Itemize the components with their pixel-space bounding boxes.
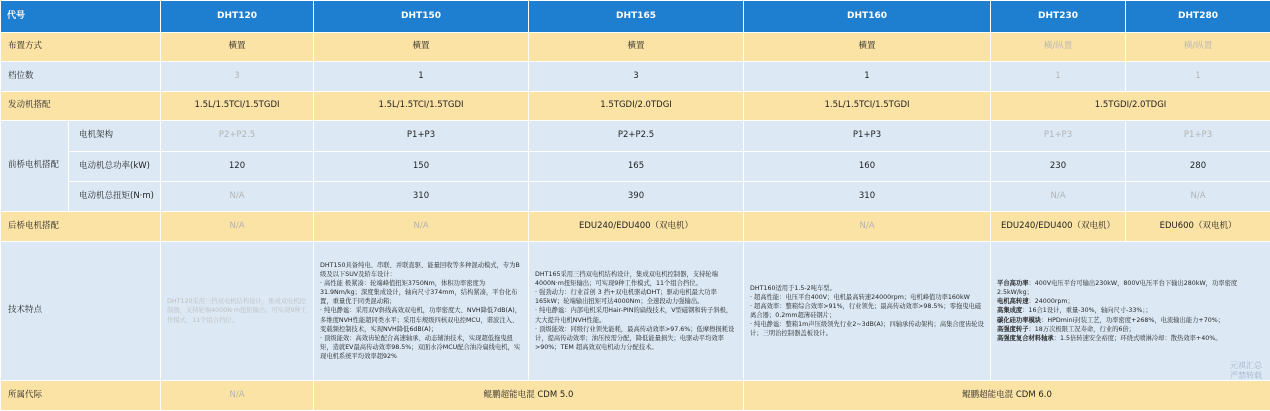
watermark: 元祺汇总 严禁转载: [1230, 361, 1262, 380]
cell-value: EDU240/EDU400（双电机）: [529, 212, 744, 242]
tech-line: 高强度转子：18万次极限工况寿命，行业的6倍；: [997, 325, 1135, 333]
cell-value: EDU240/EDU400（双电机）: [991, 212, 1126, 242]
cell-value: 1.5TGDI/2.0TDGI: [529, 92, 744, 121]
gears-row: [1, 62, 1270, 92]
model-dht230: DHT230: [991, 1, 1126, 33]
cell-value: 鲲鹏超能电混 CDM 5.0: [314, 381, 744, 411]
tech-line: 碳化硅功率模块：HPDmini封装工艺，功率密度+268%，电流输出能力+70%；: [997, 316, 1224, 324]
tech-line: 平台高功率：400V电压平台可输出230kW，800V电压平台下输出280kW，功率密度2.5kW/kg；: [997, 280, 1238, 297]
cell-value: 1.5L/1.5TCI/1.5TGDI: [744, 92, 991, 121]
tech-dht150: [314, 242, 529, 381]
cell-value: 3: [529, 62, 744, 92]
cell-value: 1.5L/1.5TCI/1.5TGDI: [161, 92, 314, 121]
tech-line: DHT160适用于1.5-2吨车型。: [750, 284, 836, 292]
row-label: 所属代际: [1, 381, 161, 411]
header-row: [1, 1, 1270, 33]
cell-value: P1+P3: [314, 121, 529, 152]
cell-value: N/A: [744, 212, 991, 242]
cell-value: 120: [161, 152, 314, 182]
cell-value: 160: [744, 152, 991, 182]
cell-value: P1+P3: [1126, 121, 1270, 152]
model-dht160: DHT160: [744, 1, 991, 33]
model-dht120: DHT120: [161, 1, 314, 33]
cell-value: P2+P2.5: [161, 121, 314, 152]
cell-value: 1.5L/1.5TCI/1.5TGDI: [314, 92, 529, 121]
tech-line: DHT120采用三挡双电机结构设计，集成双电机控制器，支持轮端4000N·m扭矩输出；可实现9种工作模式，11个组合挡位。: [167, 298, 307, 324]
tech-line: · 超高效率：整箱综合效率>91%，行业领先；最高传动效率>98.5%；零拖曳电磁离合器；0.2mm超薄硅钢片；: [750, 302, 982, 319]
cell-value: 1: [744, 62, 991, 92]
cell-value: 390: [529, 182, 744, 212]
cell-value: 横置: [529, 33, 744, 62]
cell-value: 鲲鹏超能电混 CDM 6.0: [744, 381, 1270, 411]
cell-value: N/A: [161, 212, 314, 242]
cell-value: 横置: [314, 33, 529, 62]
tech-line: · 纯电静谧：整箱1m声压级领先行业2~3dB(A)；四轴承传动架构；高集合度齿轮设计；三明治控制器盖板设计。: [750, 321, 984, 338]
tech-line: 电机高转速：24000rpm；: [997, 298, 1074, 306]
front-motor-arch-row: [1, 121, 1270, 152]
cell-value: 1: [991, 62, 1126, 92]
tech-line: · 纯电静谧：内部电机采用Hair-PIN的扁线技术，V型磁钢和转子斜极，大大提升电机NVH性能。: [535, 307, 733, 324]
tech-dht230-280: [991, 242, 1270, 381]
tech-line: · 顶级能效：高效齿轮配合高速轴承、动态辅油技术，实现超低拖曳扭矩，造就EV最高传动效率98.5%；双面水冷MCU配合油冷扁线电机，实现电机系统平均效率超92%: [320, 334, 521, 361]
cell-value: N/A: [991, 182, 1126, 212]
front-motor-group-label: 前桥电机搭配: [1, 121, 69, 212]
cell-value: N/A: [314, 212, 529, 242]
tech-line: · 强劲动力：行业首创 3 挡+双电机驱动DHT；驱动电机最大功率165kW；轮端输出扭矩可达4000Nm；全速段动力强输出。: [535, 289, 717, 306]
tech-row: [1, 242, 1270, 381]
cell-value: 横/纵置: [991, 33, 1126, 62]
cell-value: 1: [1126, 62, 1270, 92]
front-motor-torque-row: [1, 182, 1270, 212]
cell-value: 横置: [744, 33, 991, 62]
cell-value: 150: [314, 152, 529, 182]
engine-row: [1, 92, 1270, 121]
cell-value: 310: [744, 182, 991, 212]
cell-value: 165: [529, 152, 744, 182]
model-dht280: DHT280: [1126, 1, 1270, 33]
cell-value: 230: [991, 152, 1126, 182]
row-label: 电机架构: [69, 121, 161, 152]
cell-value: 横置: [161, 33, 314, 62]
tech-line: DHT165采用三挡双电机结构设计，集成双电机控制器，支持轮端4000N·m扭矩输出；可实现9种工作模式，11个组合挡位。: [535, 270, 718, 288]
cell-value: 1: [314, 62, 529, 92]
row-label: 电动机总功率(kW): [69, 152, 161, 182]
tech-line: 高强度复合材料轴承：1.5倍转速安全裕度；环绕式喷淋冷却：散热效率+40%。: [997, 334, 1222, 342]
tech-dht165: [529, 242, 744, 381]
tech-line: · 纯电静谧：采用双V斜线高效双电机，功率密度大、NVH降低7dB(A)，多维度NVH性能超同类水平；采用车规级四核双电控MCU，谐波注入、变载频控制技术，实现NVH降低6dB(A)；: [320, 307, 522, 333]
cell-value: 280: [1126, 152, 1270, 182]
cell-value: 横/纵置: [1126, 33, 1270, 62]
cell-value: 310: [314, 182, 529, 212]
tech-line: DHT150具备纯电、串联、并联直驱、能量回收等多种混动模式，专为B级及以下SUV及轿车设计：: [320, 261, 520, 278]
model-dht150: DHT150: [314, 1, 529, 33]
cell-value: P2+P2.5: [529, 121, 744, 152]
row-label: 后桥电机搭配: [1, 212, 161, 242]
cell-value: 3: [161, 62, 314, 92]
row-label: 电动机总扭矩(N·m): [69, 182, 161, 212]
cell-value: P1+P3: [744, 121, 991, 152]
tech-line: · 高性能 极紧凑：轮端峰值扭矩3750Nm，体积功率密度为31.9Nm/kg；深度集成设计，轴向尺寸374mm，结构紧凑，平台化布置，重量优于同类混动箱；: [320, 280, 518, 306]
cell-value: N/A: [161, 381, 314, 411]
cell-value: N/A: [1126, 182, 1270, 212]
row-label: 技术特点: [1, 242, 161, 381]
cell-value: EDU600（双电机）: [1126, 212, 1270, 242]
rear-motor-row: [1, 212, 1270, 242]
tech-dht120: [161, 242, 314, 381]
header-label: 代号: [1, 1, 161, 33]
row-label: 发动机搭配: [1, 92, 161, 121]
row-label: 档位数: [1, 62, 161, 92]
model-dht165: DHT165: [529, 1, 744, 33]
tech-line: 高集成度：16合1设计，重量-30%，轴向尺寸-33%；；: [997, 307, 1152, 315]
cell-value: N/A: [161, 182, 314, 212]
tech-dht160: [744, 242, 991, 381]
tech-line: · 顶级能效：同级行业领先能耗，最高传动效率>97.6%；低摩擦损耗设计，提高传动效率；油压按需分配，降低能量损失；电驱动平均效率>90%；TEM 超高效双电机动力分配技术。: [535, 325, 735, 351]
cell-value: 1.5TGDI/2.0TDGI: [991, 92, 1270, 121]
cell-value: P1+P3: [991, 121, 1126, 152]
row-label: 布置方式: [1, 33, 161, 62]
tech-line: · 超高性能：电压平台400V；电机最高转速24000rpm；电机峰值功率160kW: [750, 293, 970, 301]
platform-row: [1, 381, 1270, 411]
front-motor-power-row: [1, 152, 1270, 182]
layout-row: [1, 33, 1270, 62]
